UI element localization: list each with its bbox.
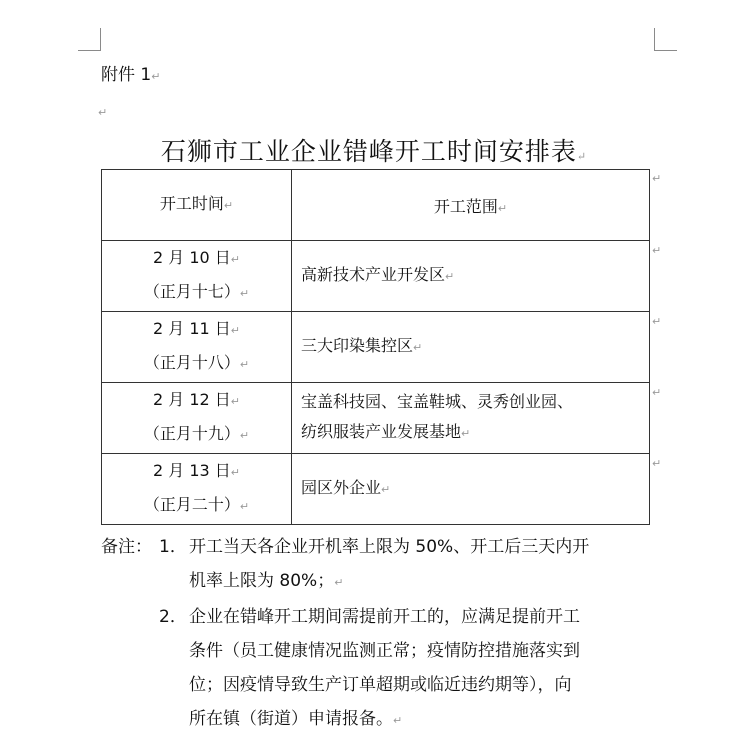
document-title: 石狮市工业企业错峰开工时间安排表↵ bbox=[160, 137, 588, 166]
scope-cell: 宝盖科技园、宝盖鞋城、灵秀创业园、 纺织服装产业发展基地↵ bbox=[292, 383, 650, 454]
table-row bbox=[102, 241, 650, 312]
row-end-mark: ↵ bbox=[652, 244, 662, 257]
scope-cell: 高新技术产业开发区↵ bbox=[292, 241, 650, 312]
note-text: 所在镇（街道）申请报备。↵ bbox=[189, 709, 403, 729]
date-cell: 2 月 11 日↵ （正月十八）↵ bbox=[102, 312, 292, 383]
row-end-mark: ↵ bbox=[652, 386, 662, 399]
date-cell: 2 月 10 日↵ （正月十七）↵ bbox=[102, 241, 292, 312]
header-start-scope: 开工范围↵ bbox=[292, 170, 650, 241]
note-text: 机率上限为 80%；↵ bbox=[189, 571, 344, 591]
date-cell: 2 月 12 日↵ （正月十九）↵ bbox=[102, 383, 292, 454]
schedule-table bbox=[101, 169, 650, 525]
scope-cell: 三大印染集控区↵ bbox=[292, 312, 650, 383]
crop-mark-top-left bbox=[78, 28, 101, 51]
note-text: 开工当天各企业开机率上限为 50%、开工后三天内开 bbox=[189, 537, 590, 557]
note-number: 1． bbox=[159, 537, 187, 557]
scope-cell: 园区外企业↵ bbox=[292, 454, 650, 525]
date-cell: 2 月 13 日↵ （正月二十）↵ bbox=[102, 454, 292, 525]
row-end-mark: ↵ bbox=[652, 315, 662, 328]
attachment-label: 附件 1↵ bbox=[101, 65, 161, 85]
notes-section bbox=[101, 530, 661, 738]
paragraph-mark: ↵ bbox=[98, 106, 108, 119]
table-header-row bbox=[102, 170, 650, 241]
crop-mark-top-right bbox=[654, 28, 677, 51]
notes-label: 备注： bbox=[101, 537, 152, 557]
row-end-mark: ↵ bbox=[652, 172, 662, 185]
table-row bbox=[102, 312, 650, 383]
note-number: 2． bbox=[159, 607, 187, 627]
row-end-mark: ↵ bbox=[652, 457, 662, 470]
table-row bbox=[102, 454, 650, 525]
header-start-time: 开工时间↵ bbox=[102, 170, 292, 241]
table-row bbox=[102, 383, 650, 454]
note-text: 企业在错峰开工期间需提前开工的，应满足提前开工 bbox=[189, 607, 580, 627]
note-text: 位；因疫情导致生产订单超期或临近违约期等），向 bbox=[189, 675, 572, 695]
note-text: 条件（员工健康情况监测正常；疫情防控措施落实到 bbox=[189, 641, 580, 661]
